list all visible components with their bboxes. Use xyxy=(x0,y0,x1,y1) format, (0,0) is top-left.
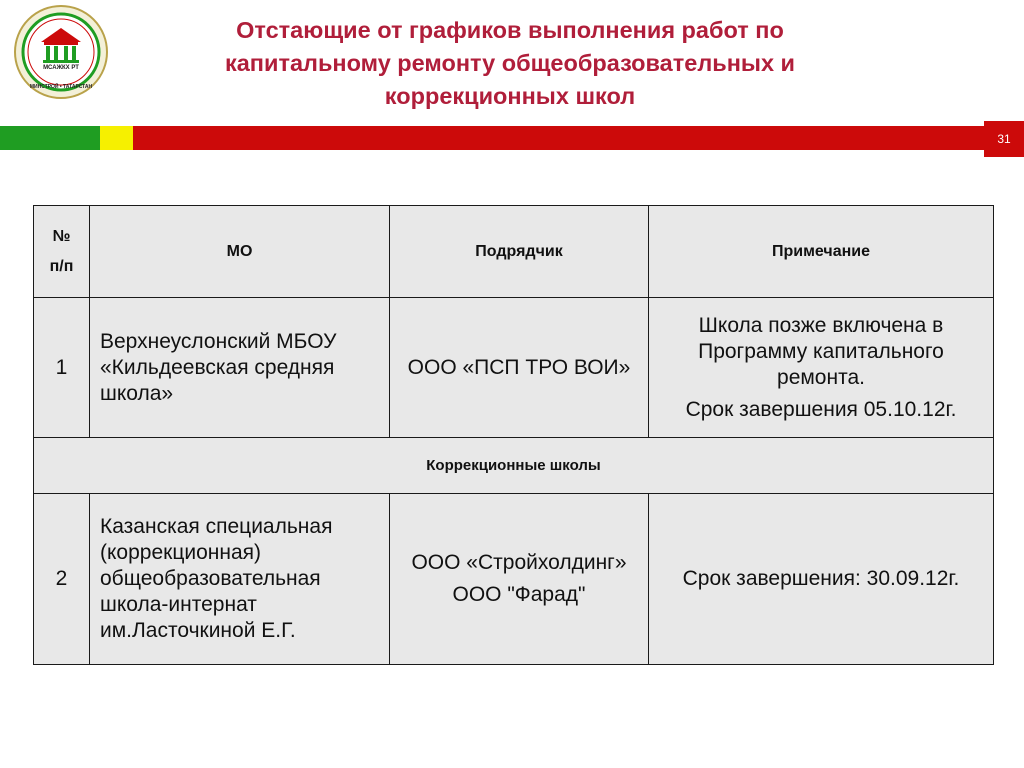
table-row xyxy=(34,494,994,665)
note-text: Школа позже включена в Программу капитального ремонта. xyxy=(698,313,944,389)
header-note: Примечание xyxy=(649,206,994,298)
note-deadline: Срок завершения 05.10.12г. xyxy=(685,397,957,421)
header-contractor: Подрядчик xyxy=(390,206,649,298)
row-contractor xyxy=(390,298,649,438)
header-mo: МО xyxy=(90,206,390,298)
green-stripe xyxy=(0,126,100,150)
row-contractor xyxy=(390,494,649,665)
page-number: 31 xyxy=(984,121,1024,157)
note-deadline: Срок завершения: 30.09.12г. xyxy=(682,567,960,590)
row-number: 1 xyxy=(34,298,90,438)
contractor-name: ООО «Стройхолдинг» xyxy=(411,551,627,574)
contractor-name: ООО "Фарад" xyxy=(452,583,586,606)
row-mo: Верхнеуслонский МБОУ «Кильдеевская средняя школа» xyxy=(90,298,390,438)
logo-sublabel: МИНСТРОЙ • ТАТАРСТАН xyxy=(29,84,93,90)
yellow-stripe xyxy=(100,126,133,150)
slide-title: Отстающие от графиков выполнения работ по капитальному ремонту общеобразовательных и коррекционных школ xyxy=(224,17,796,109)
table-row xyxy=(34,298,994,438)
section-row xyxy=(34,438,994,494)
row-note xyxy=(649,494,994,665)
ministry-logo xyxy=(11,4,111,100)
contractor-name: ООО «ПСП ТРО ВОИ» xyxy=(407,355,631,379)
header-num-symbol: № xyxy=(52,227,71,245)
section-label: Коррекционные школы xyxy=(34,438,994,494)
logo-label: МСАЖКХ РТ xyxy=(43,65,79,71)
row-note xyxy=(649,298,994,438)
header-num xyxy=(34,206,90,298)
red-stripe xyxy=(133,126,984,150)
row-mo: Казанская специальная (коррекционная) общеобразовательная школа-интернат им.Ласточкиной Е.Г. xyxy=(90,494,390,665)
header-num-label: п/п xyxy=(49,257,74,275)
row-number: 2 xyxy=(34,494,90,665)
table-header-row xyxy=(34,206,994,298)
lagging-schools-table xyxy=(33,205,994,665)
